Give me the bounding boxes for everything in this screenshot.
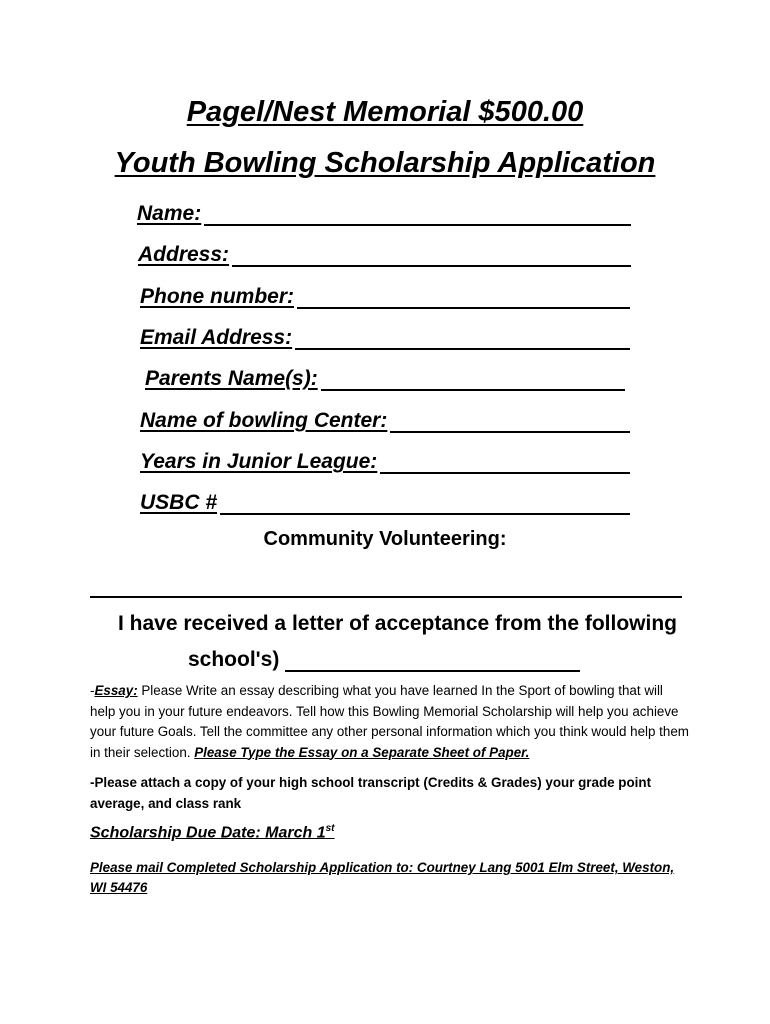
junior-league-field[interactable] [140,444,630,474]
mailing-instructions: Please mail Completed Scholarship Application to: Courtney Lang 5001 Elm Street, Weston, WI 54476 [90,860,675,895]
junior-league-label: Years in Junior League: [140,450,378,473]
transcript-instructions: -Please attach a copy of your high school transcript (Credits & Grades) your grade point average, and class rank [90,775,652,811]
name-line[interactable] [204,202,631,226]
phone-line[interactable] [297,285,630,309]
essay-instructions [90,681,690,763]
title-application: Youth Bowling Scholarship Application [114,147,656,179]
bowling-center-label: Name of bowling Center: [140,409,388,432]
due-date-superscript: st [325,823,335,834]
due-date-text: Scholarship Due Date: March 1 [90,824,326,842]
email-label: Email Address: [140,326,293,349]
parents-field[interactable] [145,361,625,391]
essay-text: Please Write an essay describing what you have learned In the Sport of bowling that will help you in your future endeavors. Tell how this Bowling Memorial Scholarship will help you achieve your future Goals. Tell the committee any other personal information which you think would help them in their selection. [90,683,689,760]
usbc-line[interactable] [220,491,630,515]
usbc-field[interactable] [140,485,630,515]
address-label: Address: [138,243,230,266]
essay-prefix: - [90,683,95,698]
bowling-center-field[interactable] [140,403,630,433]
email-line[interactable] [295,326,630,350]
essay-label: Essay: [94,683,138,698]
community-volunteering-line[interactable] [90,596,682,598]
phone-field[interactable] [140,279,630,309]
email-field[interactable] [140,320,630,350]
phone-label: Phone number: [140,285,295,308]
usbc-label: USBC # [140,491,218,514]
parents-line[interactable] [321,367,625,391]
acceptance-schools-label: school's) [188,648,280,671]
name-field[interactable] [137,196,631,226]
acceptance-schools-line[interactable] [285,650,580,672]
address-line[interactable] [232,243,631,267]
bowling-center-line[interactable] [390,409,630,433]
essay-emphasis: Please Type the Essay on a Separate Sheet of Paper. [194,744,530,760]
parents-label: Parents Name(s): [145,367,318,390]
junior-league-line[interactable] [380,450,630,474]
name-label: Name: [137,202,202,225]
community-volunteering-heading: Community Volunteering: [263,528,507,550]
acceptance-text: I have received a letter of acceptance from the following [118,612,678,635]
due-date [90,823,335,842]
address-field[interactable] [138,237,631,267]
acceptance-schools-field[interactable] [188,644,580,672]
title-memorial: Pagel/Nest Memorial $500.00 [186,96,584,128]
